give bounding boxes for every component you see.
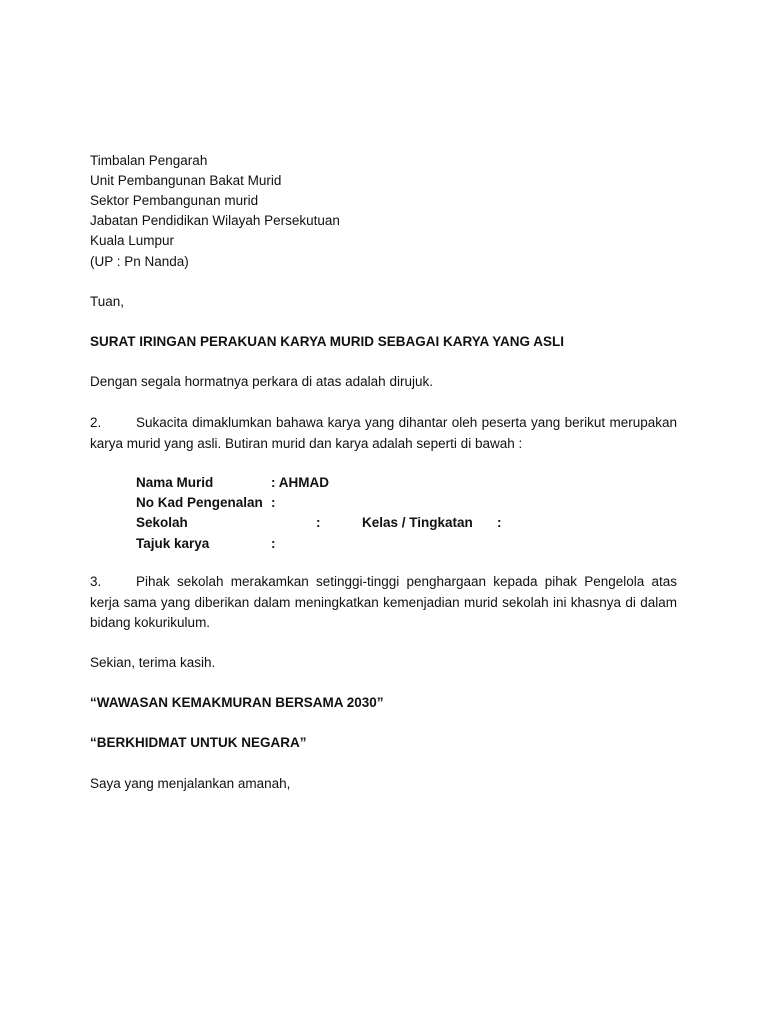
salutation: Tuan,: [90, 294, 125, 309]
address-line-department: Jabatan Pendidikan Wilayah Persekutuan: [90, 213, 340, 228]
kad-pengenalan-label: No Kad Pengenalan: [136, 495, 263, 510]
address-line-attention: (UP : Pn Nanda): [90, 254, 189, 269]
motto-wawasan: “WAWASAN KEMAKMURAN BERSAMA 2030”: [90, 695, 384, 710]
letter-subject: SURAT IRINGAN PERAKUAN KARYA MURID SEBAGAI KARYA YANG ASLI: [90, 334, 565, 349]
kelas-tingkatan-value: :: [497, 515, 502, 530]
paragraph-2-text: Sukacita dimaklumkan bahawa karya yang dihantar oleh peserta yang berikut merupakan karya murid yang asli. Butiran murid dan karya adalah seperti di bawah :: [90, 415, 677, 451]
address-line-unit: Unit Pembangunan Bakat Murid: [90, 173, 282, 188]
sekolah-label: Sekolah: [136, 515, 188, 530]
kad-pengenalan-value: :: [271, 495, 276, 510]
address-line-title: Timbalan Pengarah: [90, 153, 208, 168]
address-line-city: Kuala Lumpur: [90, 233, 175, 248]
nama-murid-label: Nama Murid: [136, 475, 214, 490]
signoff-text: Saya yang menjalankan amanah,: [90, 776, 291, 791]
tajuk-karya-label: Tajuk karya: [136, 536, 210, 551]
reference-text: Dengan segala hormatnya perkara di atas adalah dirujuk.: [90, 374, 433, 389]
paragraph-3-text: Pihak sekolah merakamkan setinggi-tinggi penghargaan kepada pihak Pengelola atas kerja sama yang diberikan dalam meningkatkan kemenjadian murid sekolah ini khasnya di dalam bidang kokurikulum.: [90, 574, 677, 630]
nama-murid-value: : AHMAD: [271, 475, 329, 490]
closing-text: Sekian, terima kasih.: [90, 655, 216, 670]
address-line-sector: Sektor Pembangunan murid: [90, 193, 259, 208]
sekolah-value: :: [316, 515, 321, 530]
paragraph-3: [90, 572, 677, 634]
kelas-tingkatan-label: Kelas / Tingkatan: [362, 515, 473, 530]
tajuk-karya-value: :: [271, 536, 276, 551]
paragraph-2: [90, 413, 677, 454]
motto-berkhidmat: “BERKHIDMAT UNTUK NEGARA”: [90, 735, 307, 750]
paragraph-2-number: 2.: [90, 415, 102, 430]
paragraph-3-number: 3.: [90, 574, 102, 589]
